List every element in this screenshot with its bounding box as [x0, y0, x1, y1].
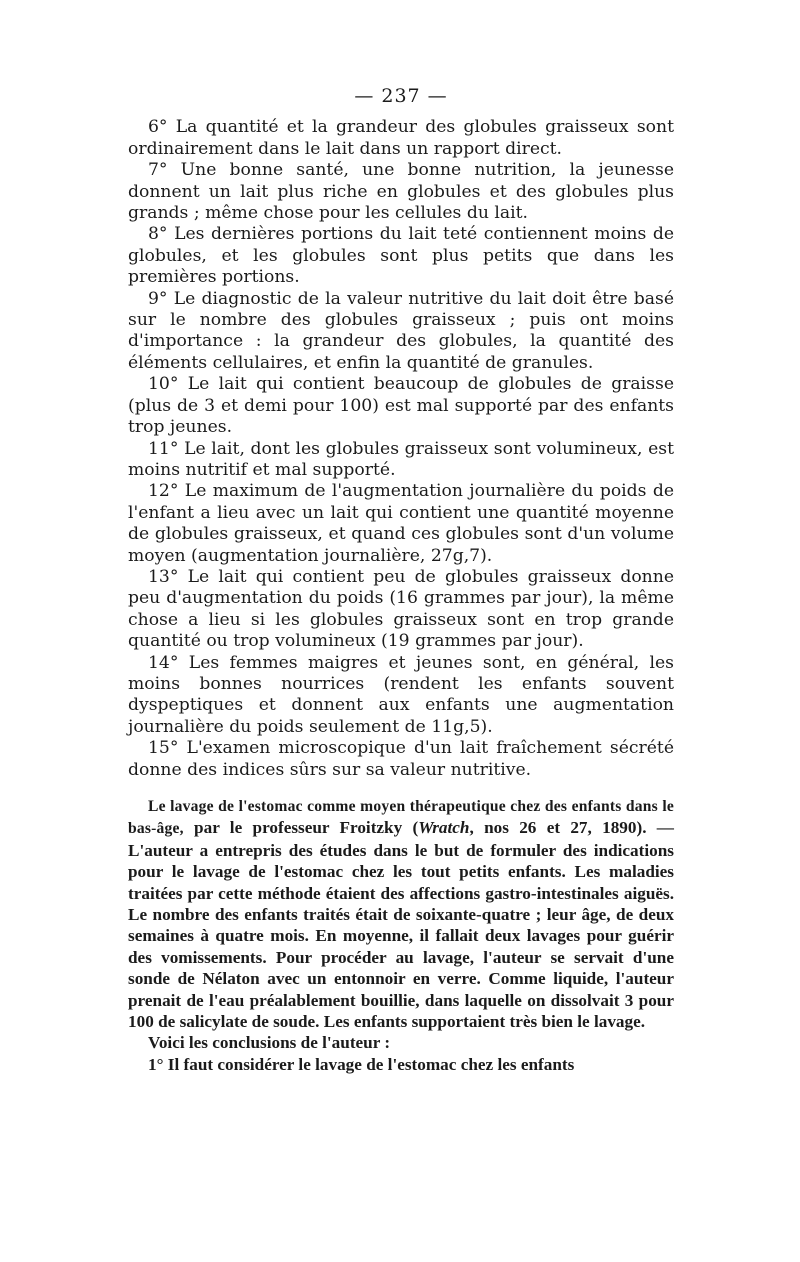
conclusion-1: 1° Il faut considérer le lavage de l'estomac chez les enfants	[148, 1054, 575, 1074]
page-number: — 237 —	[354, 85, 448, 107]
journal-citation: , nos 26 et 27, 1890).	[469, 818, 647, 838]
paragraph-6: 6° La quantité et la grandeur des globules graisseux sont ordinairement dans le lait dans un rapport direct.	[128, 117, 674, 159]
document-page	[128, 86, 674, 1075]
conclusions-intro: Voici les conclusions de l'auteur :	[148, 1033, 391, 1053]
paragraph-10: 10° Le lait qui contient beaucoup de globules de graisse (plus de 3 et demi pour 100) est mal supporté par des enfants trop jeunes.	[128, 374, 674, 438]
paragraph-8: 8° Les dernières portions du lait teté contiennent moins de globules, et les globules sont plus petits que dans les premières portions.	[128, 224, 674, 288]
paragraph-14: 14° Les femmes maigres et jeunes sont, en général, les moins bonnes nourrices (rendent les enfants souvent dyspeptiques et donnent aux enfants une augmentation journalière du poids seulement de 11g,5).	[128, 652, 674, 737]
paragraph-9: 9° Le diagnostic de la valeur nutritive du lait doit être basé sur le nombre des globules graisseux ; puis ont moins d'importance : la grandeur des globules, la quantité des éléments cellulaires, et enfin la quantité de granules.	[128, 288, 674, 373]
numbered-list	[128, 117, 674, 781]
paragraph-7: 7° Une bonne santé, une bonne nutrition, la jeunesse donnent un lait plus riche en globules et des globules plus grands ; même chose pour les cellules du lait.	[128, 160, 674, 224]
section-gap	[128, 781, 674, 795]
paragraph-12: 12° Le maximum de l'augmentation journalière du poids de l'enfant a lieu avec un lait qui contient une quantité moyenne de globules graisseux, et quand ces globules sont d'un volume moyen (augmentation journalière, 27g,7).	[128, 481, 674, 566]
journal-name: Wratch	[418, 818, 470, 838]
paragraph-11: 11° Le lait, dont les globules graisseux sont volumineux, est moins nutritif et mal supporté.	[128, 438, 674, 480]
paragraph-15: 15° L'examen microscopique d'un lait fraîchement sécrété donne des indices sûrs sur sa valeur nutritive.	[128, 738, 674, 780]
paragraph-13: 13° Le lait qui contient peu de globules graisseux donne peu d'augmentation du poids (16 grammes par jour), la même chose a lieu si les globules graisseux sont en trop grande quantité ou trop volumineux (19 grammes par jour).	[128, 566, 674, 652]
article-title: Le lavage de l'estomac comme moyen thérapeutique chez des enfants dans le bas-âge,	[128, 798, 674, 838]
article-author: par le professeur Froitzky (	[183, 818, 419, 838]
article-body: — L'auteur a entrepris des études dans le but de formuler des indications pour le lavage de l'estomac chez les tout petits enfants. Les maladies traitées par cette méthode étaient des affections gastro-intestinales aiguës. Le nombre des enfants traités était de soixante-quatre ; leur âge, de deux semaines à quatre mois. En moyenne, il fallait deux lavages pour guérir des vomissements. Pour procéder au lavage, l'auteur se servait d'une sonde de Nélaton avec un entonnoir en verre. Comme liquide, l'auteur prenait de l'eau préalablement bouillie, dans laquelle on dissolvait 3 pour 100 de salicylate de soude. Les enfants supportaient très bien le lavage.	[128, 818, 674, 1032]
article-section	[128, 795, 674, 1075]
article-paragraph	[128, 795, 674, 1032]
